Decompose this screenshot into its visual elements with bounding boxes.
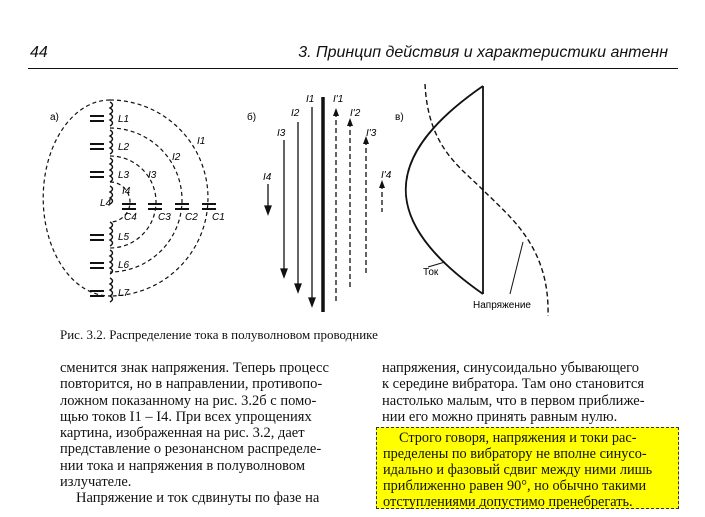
voltage-leader: [510, 242, 523, 294]
label-l2: L2: [118, 142, 130, 153]
text-line: излучателе.: [60, 474, 132, 491]
label-i2-a: I2: [172, 152, 181, 163]
left-column: [60, 360, 356, 507]
label-i4-b: I4: [263, 172, 272, 183]
page-header: [0, 44, 705, 66]
label-i4p: I'4: [381, 170, 392, 181]
label-i1-b: I1: [306, 94, 315, 105]
label-c4: C4: [124, 212, 137, 223]
label-i1-a: I1: [197, 136, 206, 147]
page-number: 44: [30, 44, 48, 61]
panel-a: [43, 100, 225, 302]
text-line: к середине вибратора. Там оно становится: [382, 376, 645, 393]
note-line: Строго говоря, напряжения и токи рас-: [399, 430, 637, 446]
reflected-arrows: [336, 112, 382, 304]
chapter-title: 3. Принцип действия и характеристики антенн: [298, 44, 668, 61]
text-line: сменится знак напряжения. Теперь процесс: [60, 360, 329, 376]
note-line: приближенно равен 90°, но обычно такими: [383, 478, 647, 495]
right-capacitors: [122, 204, 216, 209]
panel-v-label: в): [395, 112, 404, 123]
right-column: [382, 360, 672, 425]
note-line: пределены по вибратору не вполне синусо-: [383, 446, 647, 463]
panel-b: [247, 94, 392, 312]
label-i2-b: I2: [291, 108, 300, 119]
paragraph-start: Напряжение и ток сдвинуты по фазе на: [76, 490, 320, 507]
current-arrows: [265, 107, 315, 306]
label-l3: L3: [118, 170, 130, 181]
header-rule: [28, 68, 678, 69]
voltage-curve-label: Напряжение: [473, 300, 531, 311]
highlighted-note: [376, 427, 679, 509]
current-curve: [406, 86, 483, 294]
label-i3-a: I3: [148, 170, 157, 181]
label-i3p: I'3: [366, 128, 377, 139]
label-l1: L1: [118, 114, 130, 125]
label-c2: C2: [185, 212, 198, 223]
label-i2p: I'2: [350, 108, 361, 119]
figure-caption: Рис. 3.2. Распределение тока в полуволновом проводнике: [60, 327, 378, 342]
current-curve-label: Ток: [423, 267, 439, 278]
label-c1: C1: [212, 212, 225, 223]
label-l5: L5: [118, 232, 130, 243]
label-i4-a: I4: [122, 186, 131, 197]
text-line: повторится, но в направлении, противопо-: [60, 376, 323, 393]
panel-v: [395, 84, 548, 316]
text-line: представление о резонансном распределе-: [60, 441, 322, 458]
label-l6: L6: [118, 260, 130, 271]
label-c3: C3: [158, 212, 171, 223]
panel-a-label: а): [50, 112, 59, 123]
text-line: нии его можно принять равным нулю.: [382, 408, 618, 425]
figure-3-2: [0, 72, 705, 324]
note-line: идально и фазовый сдвиг между ними лишь: [383, 462, 653, 479]
text-line: картина, изображенная на рис. 3.2, дает: [60, 425, 305, 442]
text-line: настолько малым, что в первом приближе-: [382, 392, 645, 409]
note-line: отступлениями допустимо пренебрегать.: [383, 494, 633, 511]
label-l7: L7: [118, 288, 130, 299]
label-l4: L4: [100, 198, 112, 209]
text-line: напряжения, синусоидально убывающего: [382, 360, 639, 376]
label-i1p: I'1: [333, 94, 344, 105]
text-line: нии тока и напряжения в полуволновом: [60, 457, 306, 474]
text-line: ложном показанному на рис. 3.2б с помо-: [60, 392, 317, 409]
label-i3-b: I3: [277, 128, 286, 139]
reflected-arrow-heads: [333, 108, 385, 188]
panel-b-label: б): [247, 112, 257, 123]
text-line: щью токов I1 – I4. При всех упрощениях: [60, 408, 312, 425]
